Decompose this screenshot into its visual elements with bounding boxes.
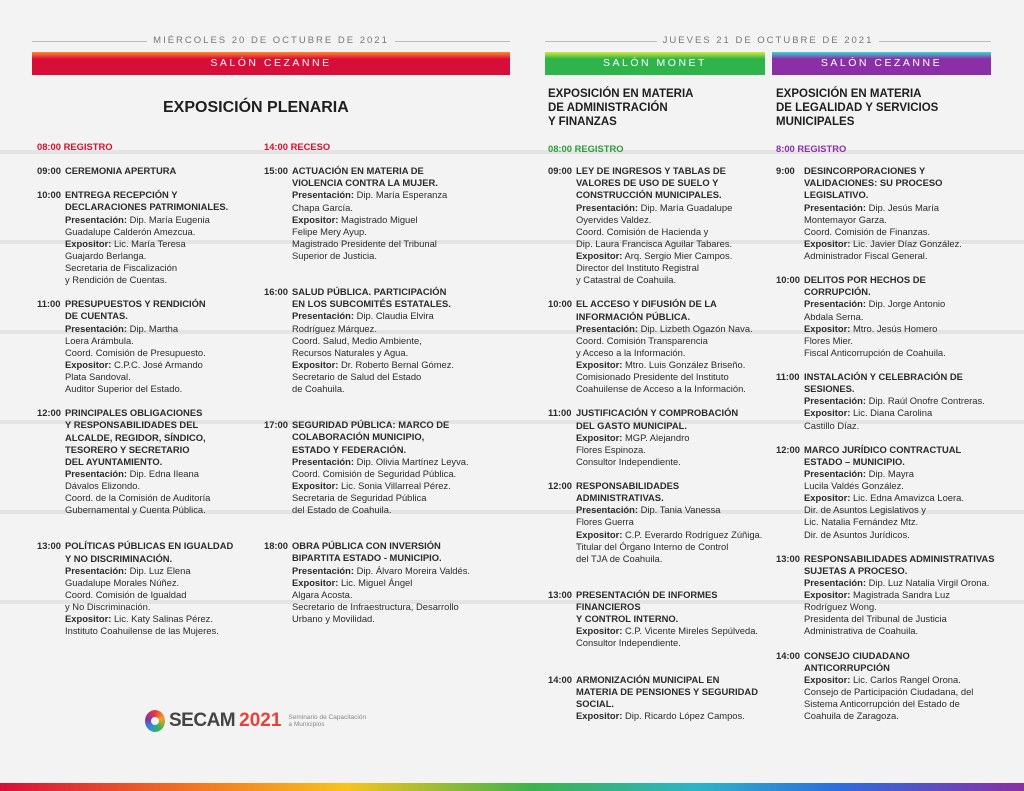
agenda-item: 17:00 SEGURIDAD PÚBLICA: MARCO DE COLABORACIÓN MUNICIPIO, ESTADO Y FEDERACIÓN. Presentación: Dip. Olivia Martínez Leyva. Coord. Comisión de Seguridad Pública. Expositor: Lic. Sonia Villarreal Pérez. Secretaria de Seguridad Pública del Estado de Coahuila. (264, 419, 469, 516)
agenda-item: 14:00 ARMONIZACIÓN MUNICIPAL EN MATERIA DE PENSIONES Y SEGURIDAD SOCIAL. Expositor: Dip. Ricardo López Campos. (548, 673, 758, 721)
column-plenary-1 (37, 141, 262, 637)
room-banner-cezanne-2: SALÓN CEZANNE (772, 52, 991, 75)
agenda-item: 9:00 DESINCORPORACIONES Y VALIDACIONES: SU PROCESO LEGISLATIVO. Presentación: Dip. Jesús María Montemayor Garza. Coord. Comisión de Finanzas. Expositor: Lic. Javier Díaz González. Administrador Fiscal General. (776, 165, 962, 261)
agenda-item: 09:00 CEREMONIA APERTURA (37, 165, 177, 177)
agenda-item: 14:00 CONSEJO CIUDADANO ANTICORRUPCIÓN Expositor: Lic. Carlos Rangel Orona. Consejo de Participación Ciudadana, del Sistema Anticorrupción del Estado de Coahuila de Zaragoza. (776, 649, 974, 722)
registro-label: 08:00 REGISTRO (548, 143, 624, 154)
agenda-item: 10:00 ENTREGA RECEPCIÓN Y DECLARACIONES PATRIMONIALES. Presentación: Dip. María Eugenia Guadalupe Calderón Amezcua. Expositor: Lic. María Teresa Guajardo Berlanga. Secretaria de Fiscalización y Rendición de Cuentas. (37, 189, 229, 286)
column-plenary-2 (264, 141, 504, 625)
agenda-item: 11:00 INSTALACIÓN Y CELEBRACIÓN DE SESIONES. Presentación: Dip. Raúl Onofre Contreras. Expositor: Lic. Diana Carolina Castillo Díaz. (776, 371, 985, 431)
agenda-item: 11:00 PRESUPUESTOS Y RENDICIÓN DE CUENTAS. Presentación: Dip. Martha Loera Arámbula. Coord. Comisión de Presupuesto. Expositor: C.P.C. José Armando Plata Sandoval. Auditor Superior del Estado. (37, 298, 206, 395)
agenda-item: 10:00 EL ACCESO Y DIFUSIÓN DE LA INFORMACIÓN PÚBLICA. Presentación: Dip. Lizbeth Ogazón Nava. Coord. Comisión Transparencia y Acceso a la Información. Expositor: Mtro. Luis González Briseño. Comisionado Presidente del Instituto Coahuilense de Acceso a la Información. (548, 298, 753, 395)
cezanne2-title: EXPOSICIÓN EN MATERIA DE LEGALIDAD Y SERVICIOS MUNICIPALES (776, 88, 939, 128)
column-cezanne-2 (776, 143, 996, 722)
secam-logo: SECAM 2021 Seminario de Capacitación a Municipios (145, 709, 366, 734)
column-monet (548, 143, 768, 722)
room-banner-cezanne: SALÓN CEZANNE (32, 52, 510, 75)
room-banner-monet: SALÓN MONET (545, 52, 765, 75)
agenda-item: 13:00 RESPONSABILIDADES ADMINISTRATIVAS SUJETAS A PROCESO. Presentación: Dip. Luz Natalia Virgil Orona. Expositor: Magistrada Sandra Luz Rodríguez Wong. Presidenta del Tribunal de Justicia Administrativa de Coahuila. (776, 552, 995, 637)
agenda-item: 12:00 RESPONSABILIDADES ADMINISTRATIVAS. Presentación: Dip. Tania Vanessa Flores Guerra Expositor: C.P. Everardo Rodríguez Zúñiga. Titular del Órgano Interno de Control del TJA de Coahuila. (548, 480, 763, 564)
agenda-item: 16:00 SALUD PÚBLICA. PARTICIPACIÓN EN LOS SUBCOMITÉS ESTATALES. Presentación: Dip. Claudia Elvira Rodríguez Márquez. Coord. Salud, Medio Ambiente, Recursos Naturales y Agua. Expositor: Dr. Roberto Bernal Gómez. Secretario de Salud del Estado de Coahuila. (264, 286, 455, 395)
registro-label: 08:00 REGISTRO (37, 141, 113, 152)
rainbow-bar (0, 783, 1024, 791)
day2-label: JUEVES 21 DE OCTUBRE DE 2021 (545, 35, 991, 47)
day1-label: MIÉRCOLES 20 DE OCTUBRE DE 2021 (32, 35, 510, 47)
plenary-title: EXPOSICIÓN PLENARIA (163, 99, 349, 116)
agenda-item: 15:00 ACTUACIÓN EN MATERIA DE VIOLENCIA CONTRA LA MUJER. Presentación: Dip. María Esperanza Chapa García. Expositor: Magistrado Miguel Felipe Mery Ayup. Magistrado Presidente del Tribunal Superior de Justicia. (264, 165, 448, 261)
agenda-item: 12:00 PRINCIPALES OBLIGACIONES Y RESPONSABILIDADES DEL ALCALDE, REGIDOR, SÍNDICO, TESORERO Y SECRETARIO DEL AYUNTAMIENTO. Presentación: Dip. Edna Ileana Dávalos Elizondo. Coord. de la Comisión de Auditoría Gubernamental y Cuenta Pública. (37, 407, 211, 516)
agenda-item: 11:00 JUSTIFICACIÓN Y COMPROBACIÓN DEL GASTO MUNICIPAL. Expositor: MGP. Alejandro Flores Espinoza. Consultor Independiente. (548, 407, 739, 467)
secam-logo-icon (145, 710, 165, 732)
agenda-item: 13:00 PRESENTACIÓN DE INFORMES FINANCIEROS Y CONTROL INTERNO. Expositor: C.P. Vicente Mireles Sepúlveda. Consultor Independiente. (548, 588, 759, 649)
agenda-item: 13:00 POLÍTICAS PÚBLICAS EN IGUALDAD Y NO DISCRIMINACIÓN. Presentación: Dip. Luz Elena Guadalupe Morales Núñez. Coord. Comisión de Igualdad y No Discriminación. Expositor: Lic. Katy Salinas Pérez. Instituto Coahuilense de las Mujeres. (37, 540, 234, 637)
receso-label: 14:00 RECESO (264, 141, 331, 152)
agenda-item: 18:00 OBRA PÚBLICA CON INVERSIÓN BIPARTITA ESTADO - MUNICIPIO. Presentación: Dip. Álvaro Moreira Valdés. Expositor: Lic. Miguel Ángel Algara Acosta. Secretario de Infraestructura, Desarrollo Urbano y Movilidad. (264, 540, 471, 624)
monet-title: EXPOSICIÓN EN MATERIA DE ADMINISTRACIÓN Y FINANZAS (548, 88, 694, 128)
agenda-item: 10:00 DELITOS POR HECHOS DE CORRUPCIÓN. Presentación: Dip. Jorge Antonio Abdala Serna. Expositor: Mtro. Jesús Homero Flores Mier. Fiscal Anticorrupción de Coahuila. (776, 274, 946, 358)
registro-label: 8:00 REGISTRO (776, 143, 847, 154)
agenda-item: 09:00 LEY DE INGRESOS Y TABLAS DE VALORES DE USO DE SUELO Y CONSTRUCCIÓN MUNICIPALES. Presentación: Dip. María Guadalupe Oyervides Valdez. Coord. Comisión de Hacienda y Dip. Laura Francisca Aguilar Tabares. Expositor: Arq. Sergio Mier Campos. Director del Instituto Registral y Catastral de Coahuila. (548, 165, 733, 286)
agenda-item: 12:00 MARCO JURÍDICO CONTRACTUAL ESTADO – MUNICIPIO. Presentación: Dip. Mayra Lucila Valdés González. Expositor: Lic. Edna Amavizca Loera. Dir. de Asuntos Legislativos y Lic. Natalia Fernández Mtz. Dir. de Asuntos Jurídicos. (776, 443, 964, 540)
